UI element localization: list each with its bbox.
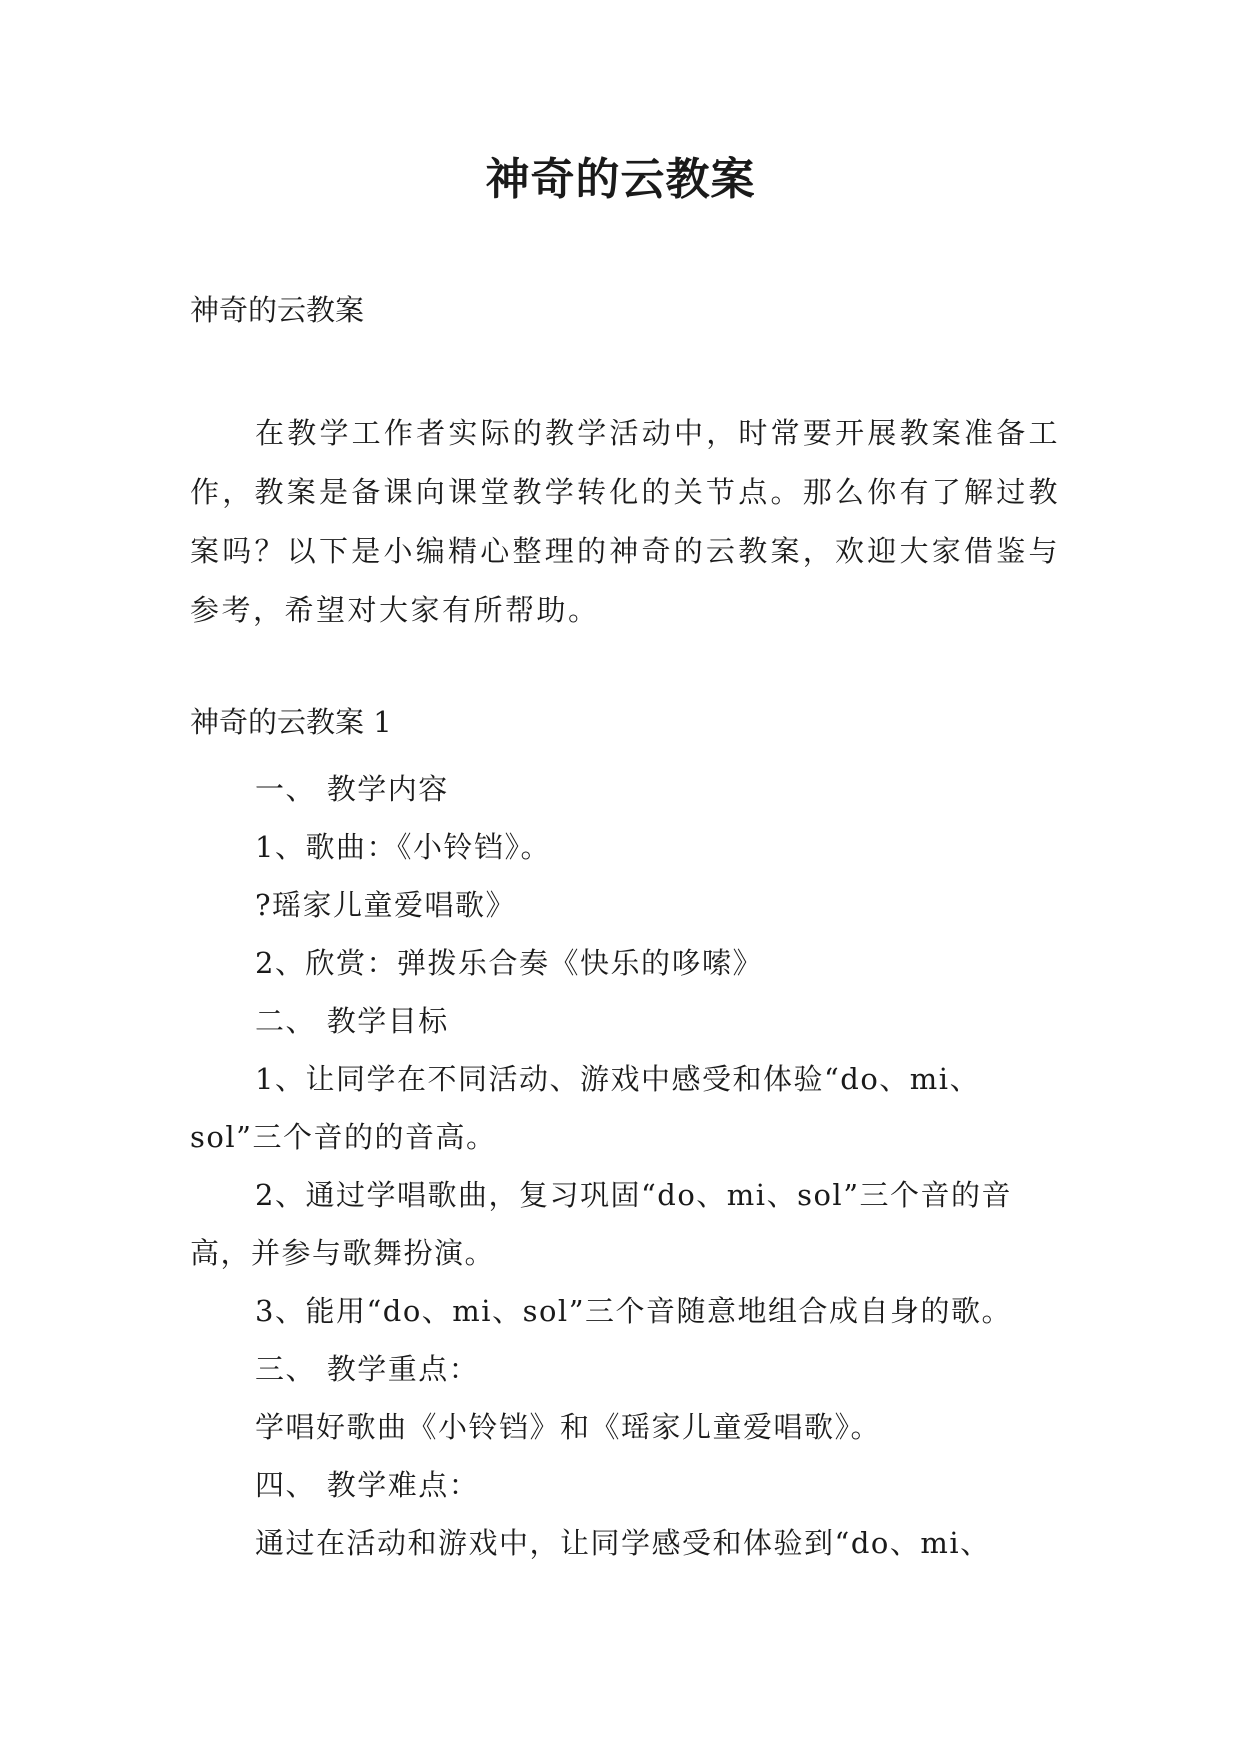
list-item: ?瑶家儿童爱唱歌》 (255, 888, 517, 922)
list-item: 3、能用“do、mi、sol”三个音随意地组合成自身的歌。 (255, 1294, 1013, 1328)
list-item: 三、 教学重点： (255, 1352, 480, 1386)
list-item: 学唱好歌曲《小铃铛》和《瑶家儿童爱唱歌》。 (255, 1410, 882, 1444)
list-item: 一、 教学内容 (255, 772, 449, 806)
section-heading: 神奇的云教案 1 (190, 705, 392, 739)
list-item: 通过在活动和游戏中，让同学感受和体验到“do、mi、 (255, 1526, 991, 1560)
document-title: 神奇的云教案 (485, 154, 756, 205)
list-item: 1、歌曲：《小铃铛》。 (255, 830, 551, 864)
list-item: 2、欣赏：弹拨乐合奏《快乐的哆嗦》 (255, 946, 763, 980)
lesson-content-list (190, 760, 1070, 1572)
list-item: 二、 教学目标 (255, 1004, 449, 1038)
document-subtitle: 神奇的云教案 (190, 293, 365, 327)
list-item: 2、通过学唱歌曲，复习巩固“do、mi、sol”三个音的音高，并参与歌舞扮演。 (190, 1178, 1013, 1270)
list-item: 1、让同学在不同活动、游戏中感受和体验“do、mi、sol”三个音的的音高。 (190, 1062, 981, 1154)
list-item: 四、 教学难点： (255, 1468, 480, 1502)
intro-paragraph: 在教学工作者实际的教学活动中，时常要开展教案准备工作，教案是备课向课堂教学转化的关节点。那么你有了解过教案吗？以下是小编精心整理的神奇的云教案，欢迎大家借鉴与参考，希望对大家有所帮助。 (190, 416, 1060, 627)
